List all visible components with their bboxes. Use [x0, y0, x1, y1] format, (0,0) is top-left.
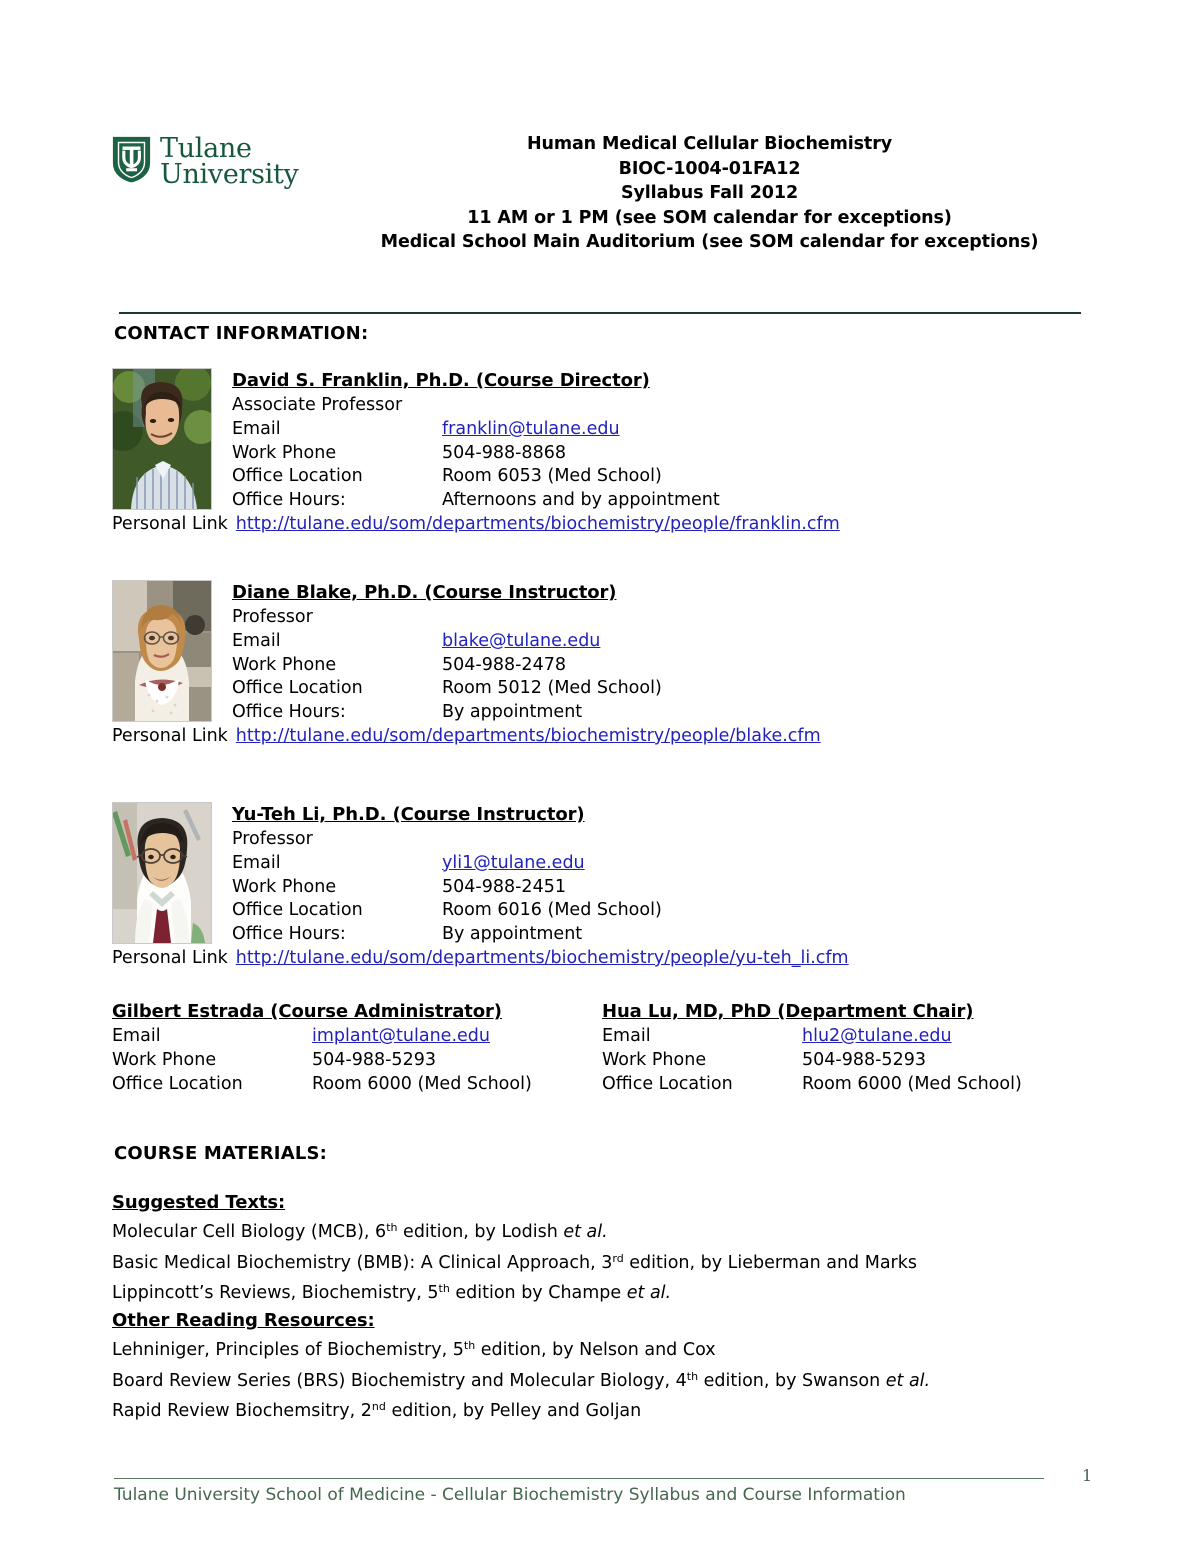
- work-phone-value: 504-988-8868: [442, 442, 566, 463]
- header-divider: [119, 312, 1081, 314]
- other-reading-heading: Other Reading Resources:: [112, 1310, 375, 1331]
- office-location-value: Room 6000 (Med School): [312, 1073, 532, 1094]
- person-phone-row: [602, 1049, 1092, 1073]
- office-location-value: Room 6016 (Med School): [442, 900, 662, 921]
- office-location-label: Office Location: [232, 900, 363, 921]
- person-name: David S. Franklin, Ph.D. (Course Director): [232, 370, 650, 391]
- email-label: Email: [112, 1026, 161, 1046]
- title-line-time: 11 AM or 1 PM (see SOM calendar for exceptions): [467, 207, 952, 228]
- text-pre: Rapid Review Biochemsitry, 2: [112, 1401, 372, 1421]
- text-pre: Lehniniger, Principles of Biochemistry, 5: [112, 1340, 464, 1360]
- personal-link-row: [112, 725, 1092, 749]
- email-label: Email: [232, 418, 281, 439]
- work-phone-value: 504-988-2478: [442, 654, 566, 675]
- logo-line-2: University: [160, 158, 299, 190]
- title-line-course: Human Medical Cellular Biochemistry: [526, 134, 893, 154]
- office-hours-label: Office Hours:: [232, 924, 346, 945]
- footer-text: Tulane University School of Medicine - Cellular Biochemistry Syllabus and Course Information: [114, 1485, 906, 1505]
- personal-link-url[interactable]: http://tulane.edu/som/departments/biochemistry/people/franklin.cfm: [235, 513, 840, 534]
- edition-ordinal: nd: [371, 1400, 386, 1413]
- person-hours-row: [232, 489, 1092, 513]
- text-mid: edition, by Nelson and Cox: [475, 1340, 716, 1360]
- photo-david-franklin: [112, 368, 212, 510]
- contact-card-blake: [112, 580, 1092, 749]
- work-phone-label: Work Phone: [232, 876, 337, 897]
- office-hours-value: Afternoons and by appointment: [442, 490, 720, 511]
- work-phone-label: Work Phone: [232, 442, 337, 463]
- person-title: Associate Professor: [232, 395, 403, 415]
- email-link[interactable]: implant@tulane.edu: [312, 1026, 490, 1046]
- email-link[interactable]: franklin@tulane.edu: [442, 418, 620, 439]
- person-name: Gilbert Estrada (Course Administrator): [112, 1001, 502, 1022]
- text-pre: Board Review Series (BRS) Biochemistry and Molecular Biology, 4: [112, 1370, 687, 1391]
- office-location-value: Room 6053 (Med School): [442, 466, 662, 487]
- person-office-row: [602, 1073, 1092, 1097]
- person-phone-row: [232, 876, 1092, 900]
- personal-link-label: Personal Link: [112, 725, 228, 746]
- footer-divider: [114, 1478, 1044, 1479]
- person-hours-row: [232, 923, 1092, 947]
- other-reading-item: [112, 1394, 1092, 1425]
- title-line-code: BIOC-1004-01FA12: [618, 158, 801, 179]
- person-office-row: [232, 899, 1092, 923]
- work-phone-label: Work Phone: [602, 1049, 707, 1070]
- other-reading-item: [112, 1333, 1092, 1364]
- text-pre: Lippincott’s Reviews, Biochemistry, 5: [112, 1283, 439, 1303]
- person-office-row: [232, 677, 1092, 701]
- office-location-label: Office Location: [232, 678, 363, 699]
- email-link[interactable]: hlu2@tulane.edu: [802, 1026, 952, 1046]
- text-pre: Basic Medical Biochemistry (BMB): A Clinical Approach, 3: [112, 1252, 613, 1273]
- person-name: Hua Lu, MD, PhD (Department Chair): [602, 1001, 974, 1022]
- person-name: Yu-Teh Li, Ph.D. (Course Instructor): [232, 804, 585, 825]
- office-hours-value: By appointment: [442, 924, 583, 945]
- title-line-location: Medical School Main Auditorium (see SOM calendar for exceptions): [380, 232, 1039, 252]
- suggested-text-item: [112, 1276, 1092, 1307]
- suggested-text-item: [112, 1215, 1092, 1246]
- work-phone-value: 504-988-2451: [442, 876, 566, 897]
- contact-information-heading: CONTACT INFORMATION:: [114, 323, 369, 344]
- personal-link-url[interactable]: http://tulane.edu/som/departments/biochemistry/people/yu-teh_li.cfm: [235, 947, 849, 968]
- edition-ordinal: th: [463, 1339, 476, 1352]
- work-phone-value: 504-988-5293: [802, 1049, 926, 1070]
- other-reading-block: [112, 1308, 1092, 1425]
- text-mid: edition, by Pelley and Goljan: [385, 1401, 642, 1421]
- email-link[interactable]: blake@tulane.edu: [442, 630, 601, 651]
- contact-card-franklin: [112, 368, 1092, 537]
- tulane-logo-wordmark: [160, 133, 299, 190]
- work-phone-label: Work Phone: [112, 1049, 217, 1070]
- title-line-term: Syllabus Fall 2012: [620, 183, 799, 203]
- text-pre: Molecular Cell Biology (MCB), 6: [112, 1222, 387, 1242]
- edition-ordinal: th: [386, 1221, 398, 1234]
- office-hours-label: Office Hours:: [232, 490, 346, 511]
- contact-card-yu-teh-li: [112, 802, 1092, 971]
- work-phone-label: Work Phone: [232, 654, 337, 675]
- person-office-row: [232, 465, 1092, 489]
- office-hours-label: Office Hours:: [232, 702, 346, 723]
- text-mid: edition, by Swanson: [698, 1370, 886, 1391]
- person-phone-row: [112, 1049, 602, 1073]
- photo-diane-blake: [112, 580, 212, 722]
- page-number: 1: [1082, 1466, 1093, 1485]
- photo-yu-teh-li: [112, 802, 212, 944]
- person-title: Professor: [232, 607, 313, 627]
- email-label: Email: [232, 630, 281, 651]
- personal-link-row: [112, 947, 1092, 971]
- course-materials-heading: COURSE MATERIALS:: [114, 1143, 328, 1164]
- person-title: Professor: [232, 829, 313, 849]
- person-email-row: [602, 1025, 1092, 1049]
- staff-contacts: [112, 1000, 1092, 1096]
- tulane-shield-icon: [112, 136, 151, 183]
- person-email-row: [232, 418, 1092, 442]
- other-reading-item: [112, 1364, 1092, 1395]
- office-location-label: Office Location: [112, 1073, 243, 1094]
- office-location-label: Office Location: [602, 1073, 733, 1094]
- email-label: Email: [232, 852, 281, 873]
- text-italic: et al.: [626, 1283, 672, 1303]
- email-link[interactable]: yli1@tulane.edu: [442, 852, 585, 873]
- contact-card-estrada: [112, 1000, 602, 1096]
- person-email-row: [112, 1025, 602, 1049]
- person-hours-row: [232, 701, 1092, 725]
- person-email-row: [232, 852, 1092, 876]
- contact-card-hua-lu: [602, 1000, 1092, 1096]
- text-italic: et al.: [885, 1370, 931, 1391]
- suggested-texts-heading: Suggested Texts:: [112, 1192, 286, 1213]
- tulane-logo: [112, 132, 327, 188]
- office-hours-value: By appointment: [442, 702, 583, 723]
- text-mid: edition, by Lodish: [397, 1222, 564, 1242]
- edition-ordinal: th: [438, 1282, 450, 1295]
- logo-line-1: Tulane: [160, 133, 252, 164]
- person-office-row: [112, 1073, 602, 1097]
- personal-link-url[interactable]: http://tulane.edu/som/departments/biochemistry/people/blake.cfm: [235, 725, 821, 746]
- person-name: Diane Blake, Ph.D. (Course Instructor): [232, 582, 617, 603]
- personal-link-row: [112, 513, 1092, 537]
- suggested-text-item: [112, 1246, 1092, 1277]
- email-label: Email: [602, 1026, 651, 1046]
- text-mid: edition by Champe: [449, 1283, 627, 1303]
- document-header: [112, 132, 1088, 255]
- office-location-label: Office Location: [232, 466, 363, 487]
- person-phone-row: [232, 654, 1092, 678]
- office-location-value: Room 6000 (Med School): [802, 1073, 1022, 1094]
- edition-ordinal: rd: [612, 1251, 624, 1265]
- person-email-row: [232, 630, 1092, 654]
- edition-ordinal: th: [686, 1369, 699, 1383]
- page-title: [327, 132, 1088, 255]
- personal-link-label: Personal Link: [112, 513, 228, 534]
- person-phone-row: [232, 442, 1092, 466]
- office-location-value: Room 5012 (Med School): [442, 678, 662, 699]
- work-phone-value: 504-988-5293: [312, 1049, 436, 1070]
- suggested-texts-block: [112, 1190, 1092, 1307]
- personal-link-label: Personal Link: [112, 947, 228, 968]
- text-mid: edition, by Lieberman and Marks: [623, 1252, 917, 1273]
- text-italic: et al.: [563, 1222, 608, 1242]
